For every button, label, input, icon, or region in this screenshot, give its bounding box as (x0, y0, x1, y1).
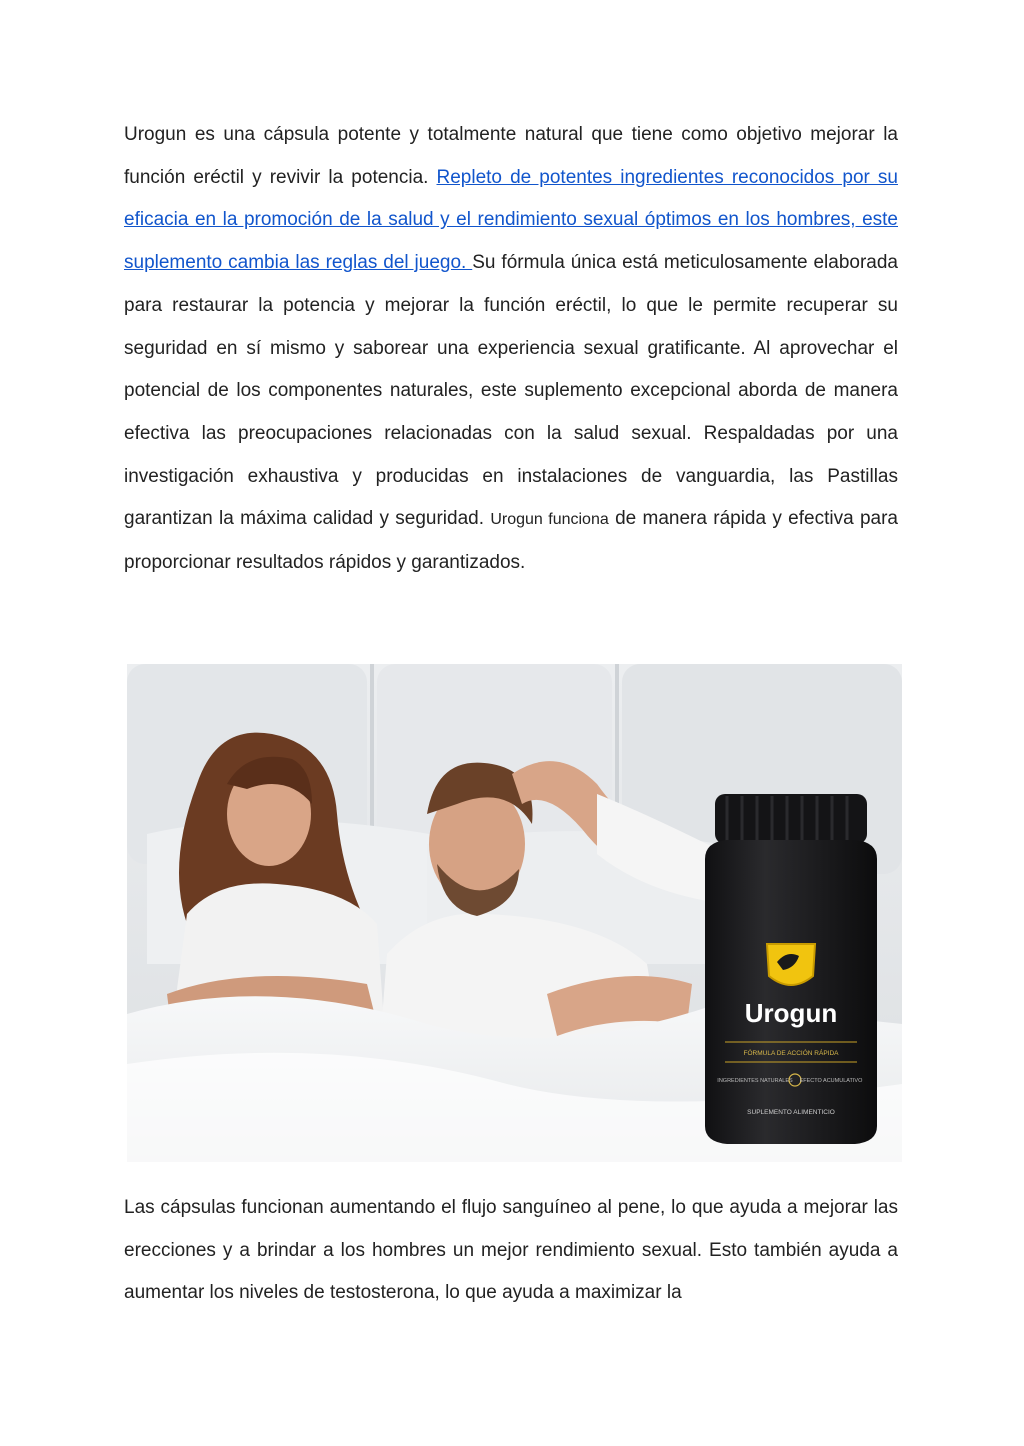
bottle-footer-text: SUPLEMENTO ALIMENTICIO (747, 1109, 835, 1116)
bottle-feature-left-text: INGREDIENTES NATURALES (717, 1078, 793, 1084)
product-photo (127, 664, 902, 1162)
mechanism-text: Las cápsulas funcionan aumentando el flujo sanguíneo al pene, lo que ayuda a mejorar las erecciones y a brindar a los hombres un mejor rendimiento sexual. Esto también ayuda a aumentar los niveles de testosterona, lo que ayuda a maximizar la (124, 1197, 898, 1304)
bottle-subtitle-text: FÓRMULA DE ACCIÓN RÁPIDA (743, 1050, 839, 1057)
intro-text-a: Urogun es una cápsula potente y totalmente natural que tiene como objetivo mejorar la función eréctil y revivir la potencia. (124, 124, 898, 188)
intro-small-text: Urogun funciona (490, 511, 609, 529)
bottle-feature-right-text: EFECTO ACUMULATIVO (799, 1078, 863, 1084)
ingredients-link[interactable]: Repleto de potentes ingredientes reconocidos por su eficacia en la promoción de la salud y el rendimiento sexual óptimos en los hombres, este suplemento cambia las reglas del juego. (124, 166, 898, 274)
urogun-bottle (705, 794, 877, 1144)
mechanism-paragraph (124, 1187, 898, 1315)
couple-in-bed-with-bottle-illustration (127, 664, 902, 1162)
intro-text-c: de manera rápida y efectiva para proporcionar resultados rápidos y garantizados. (124, 508, 898, 574)
bottle-brand-text: Urogun (744, 998, 838, 1028)
intro-paragraph (124, 114, 898, 585)
intro-text-b: Su fórmula única está meticulosamente elaborada para restaurar la potencia y mejorar la función eréctil, lo que le permite recuperar su seguridad en sí mismo y saborear una experiencia sexual gratificante. Al aprovechar el potencial de los componentes naturales, este suplemento excepcional aborda de manera efectiva las preocupaciones relacionadas con la salud sexual. Respaldadas por una investigación exhaustiva y producidas en instalaciones de vanguardia, las Pastillas garantizan la máxima calidad y seguridad. (124, 252, 898, 530)
